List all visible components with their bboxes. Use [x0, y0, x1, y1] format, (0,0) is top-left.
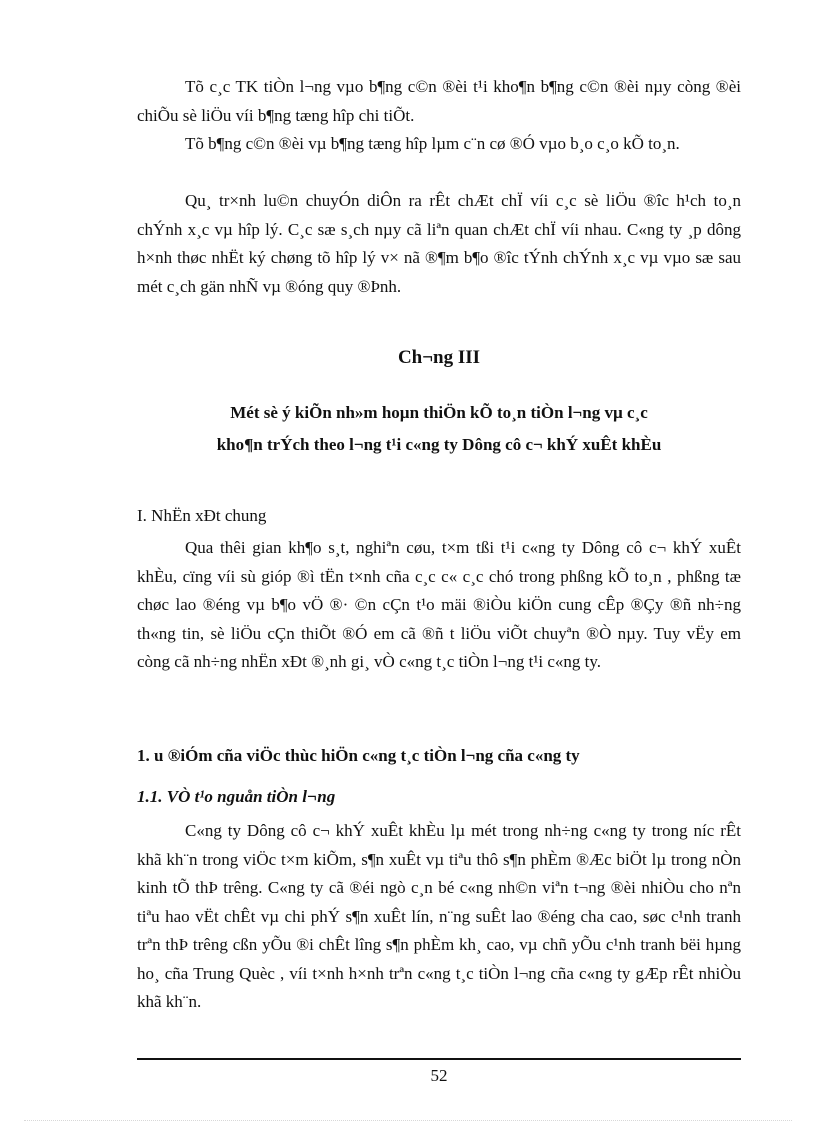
heading-1-1: 1.1. VÒ t¹o nguån tiÒn l¬ng: [137, 787, 336, 806]
paragraph-2: Tõ b¶ng c©n ®èi vµ b¶ng tæng hîp lµm c¨n cø ®Ó vµo b¸o c¸o kÕ to¸n.: [185, 134, 680, 153]
paragraph-3: Qu¸ tr×nh lu©n chuyÓn diÔn ra rÊt chÆt chÏ víi c¸c sè liÖu ®îc h¹ch to¸n chÝnh x¸c vµ hîp lý. C¸c sæ s¸ch nµy cã liªn quan chÆt chÏ víi nhau. C«ng ty ¸p dông h×nh thøc nhËt ký chøng tõ hîp lý v× nã ®¶m b¶o ®îc tÝnh chÝnh x¸c vµ vµo sæ sau mét c¸ch gän nhÑ vµ ®óng quy ®Þnh.: [137, 191, 741, 296]
page-number: 52: [430, 1066, 448, 1085]
chapter-title: [137, 397, 741, 461]
chapter-heading: Ch¬ng III: [397, 347, 481, 368]
heading-1: 1. u ®iÓm cña viÖc thùc hiÖn c«ng t¸c tiÒn l¬ng cña c«ng ty: [137, 746, 580, 765]
footer-rule: [137, 1058, 741, 1060]
section-heading-i: I. NhËn xÐt chung: [137, 506, 267, 525]
page-edge-dotted-line: [24, 1120, 792, 1121]
paragraph-section-i: Qua thêi gian kh¶o s¸t, nghiªn cøu, t×m tßi t¹i c«ng ty Dông cô c¬ khÝ xuÊt khÈu, cïng víi sù gióp ®ì tËn t×nh cña c¸c c« c¸c chó trong phßng kÕ to¸n , phßng tæ chøc lao ®éng vµ b¶o vÖ ®· ©n cÇn t¹o mäi ®iÒu kiÖn cung cÊp ®Çy ®ñ nh÷ng th«ng tin, sè liÖu cÇn thiÕt ®Ó em cã ®ñ t liÖu viÕt chuyªn ®Ò nµy. Tuy vËy em còng cã nh÷ng nhËn xÐt ®¸nh gi¸ vÒ c«ng t¸c tiÒn l¬ng t¹i c«ng ty.: [137, 538, 741, 671]
chapter-title-line-1: Mét sè ý kiÕn nh»m hoµn thiÖn kÕ to¸n tiÒn l¬ng vµ c¸c: [230, 403, 648, 422]
paragraph-1-1: C«ng ty Dông cô c¬ khÝ xuÊt khÈu lµ mét trong nh÷ng c«ng ty trong níc rÊt khã kh¨n trong viÖc t×m kiÕm, s¶n xuÊt vµ tiªu thô s¶n phÈm ®Æc biÖt lµ trong nÒn kinh tÕ thÞ trêng. C«ng ty cã ®éi ngò c¸n bé c«ng nh©n viªn t¬ng ®èi nhiÒu cho nªn tiªu hao vËt chÊt vµ chi phÝ s¶n xuÊt lín, n¨ng suÊt lao ®éng cha cao, søc c¹nh tranh trªn thÞ trêng cßn yÕu ®i chÊt lîng s¶n phÈm kh¸ cao, vµ chñ yÕu c¹nh tranh bëi hµng ho¸ cña Trung Quèc , víi t×nh h×nh trªn c«ng t¸c tiÒn l¬ng cña c«ng ty gÆp rÊt nhiÒu khã kh¨n.: [137, 821, 741, 1011]
paragraph-1: Tõ c¸c TK tiÒn l¬ng vµo b¶ng c©n ®èi t¹i kho¶n b¶ng c©n ®èi nµy còng ®èi chiÕu sè liÖu víi b¶ng tæng hîp chi tiÕt.: [137, 77, 741, 125]
chapter-title-line-2: kho¶n trÝch theo l¬ng t¹i c«ng ty Dông cô c¬ khÝ xuÊt khÈu: [216, 435, 662, 454]
